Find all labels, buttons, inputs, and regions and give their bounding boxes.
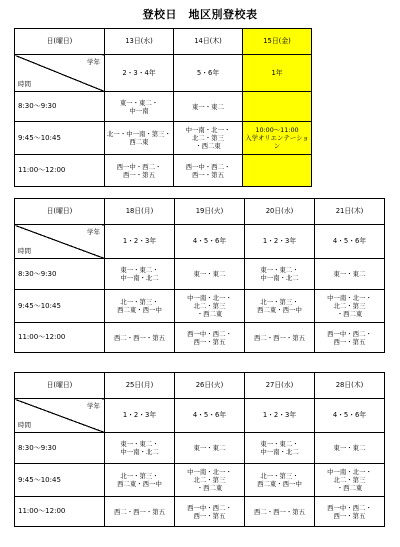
grade-cell: 1・2・3年 bbox=[105, 399, 175, 433]
district-cell: 西二・西一・第五 bbox=[245, 323, 315, 353]
district-cell: 東一・東二・ 中一南・北二 bbox=[105, 259, 175, 290]
district-cell: 東一・東二・ 中一南 bbox=[105, 92, 174, 122]
day-header-label: 日(曜日) bbox=[15, 29, 105, 55]
day-header-label: 日(曜日) bbox=[15, 199, 105, 225]
time-grade-diagonal-header bbox=[15, 399, 105, 433]
district-cell: 東一・東二・ 中一南・北二 bbox=[245, 259, 315, 290]
district-cell: 西一中・西二・ 西一・第五 bbox=[174, 155, 243, 187]
district-cell: 東一・東二・ 中一南・北二 bbox=[105, 433, 175, 464]
table-row bbox=[15, 433, 385, 464]
page-title: 登校日 地区別登校表 bbox=[142, 8, 258, 21]
time-slot-label: 9:45〜10:45 bbox=[15, 464, 105, 497]
day-cell: 25日(月) bbox=[105, 373, 175, 399]
day-header-label: 日(曜日) bbox=[15, 373, 105, 399]
schedule-table-week-3 bbox=[14, 372, 385, 527]
time-slot-label: 8:30〜9:30 bbox=[15, 92, 105, 122]
district-cell: 中一南・北一・ 北二・第三 ・西二東 bbox=[315, 290, 385, 323]
grade-label: 学年 bbox=[87, 402, 100, 410]
district-cell: 西一中・西二・ 西一・第五 bbox=[315, 497, 385, 527]
grade-label: 学年 bbox=[87, 58, 100, 66]
district-cell: 東一・東二 bbox=[315, 259, 385, 290]
grade-cell: 4・5・6年 bbox=[175, 225, 245, 259]
district-cell: 西一中・西二・ 西一・第五 bbox=[175, 323, 245, 353]
time-slot-label: 9:45〜10:45 bbox=[15, 290, 105, 323]
district-cell: 北一・第三・ 西二東・西一中 bbox=[105, 290, 175, 323]
time-label: 時間 bbox=[18, 79, 31, 88]
table-row bbox=[15, 92, 312, 122]
day-cell-highlighted: 15日(金) bbox=[243, 29, 312, 55]
day-cell: 20日(水) bbox=[245, 199, 315, 225]
table-row bbox=[15, 29, 312, 55]
grade-cell: 1・2・3年 bbox=[105, 225, 175, 259]
district-cell-highlighted bbox=[243, 92, 312, 122]
schedule-table-week-1 bbox=[14, 28, 312, 187]
day-cell: 26日(火) bbox=[175, 373, 245, 399]
time-slot-label: 9:45〜10:45 bbox=[15, 122, 105, 155]
table-row bbox=[15, 323, 385, 353]
day-cell: 27日(水) bbox=[245, 373, 315, 399]
grade-cell: 4・5・6年 bbox=[175, 399, 245, 433]
district-cell: 中一南・北一・ 北二・第三 ・西二東 bbox=[175, 464, 245, 497]
district-cell: 西一中・西二・ 西一・第五 bbox=[315, 323, 385, 353]
district-cell: 北一・第三・ 西二東・西一中 bbox=[245, 464, 315, 497]
time-slot-label: 8:30〜9:30 bbox=[15, 259, 105, 290]
day-cell: 18日(月) bbox=[105, 199, 175, 225]
time-slot-label: 11:00〜12:00 bbox=[15, 155, 105, 187]
grade-cell: 5・6年 bbox=[174, 55, 243, 92]
district-cell: 東一・東二・ 中一南・北二 bbox=[245, 433, 315, 464]
district-cell: 北一・第三・ 西二東・西一中 bbox=[105, 464, 175, 497]
table-row bbox=[15, 290, 385, 323]
grade-cell-highlighted: 1年 bbox=[243, 55, 312, 92]
district-cell: 北一・第三・ 西二東・西一中 bbox=[245, 290, 315, 323]
district-cell: 西二・西一・第五 bbox=[105, 323, 175, 353]
table-row bbox=[15, 259, 385, 290]
day-cell: 13日(水) bbox=[105, 29, 174, 55]
table-row bbox=[15, 497, 385, 527]
table-row bbox=[15, 155, 312, 187]
grade-cell: 4・5・6年 bbox=[315, 225, 385, 259]
day-cell: 28日(木) bbox=[315, 373, 385, 399]
table-row bbox=[15, 399, 385, 433]
grade-cell: 1・2・3年 bbox=[245, 399, 315, 433]
table-row bbox=[15, 464, 385, 497]
schedule-table-week-2 bbox=[14, 198, 385, 353]
district-cell: 中一南・北一・ 北二・第三 ・西二東 bbox=[174, 122, 243, 155]
grade-label: 学年 bbox=[87, 228, 100, 236]
table-row bbox=[15, 122, 312, 155]
district-cell: 西二・西一・第五 bbox=[105, 497, 175, 527]
time-slot-label: 11:00〜12:00 bbox=[15, 323, 105, 353]
table-row bbox=[15, 373, 385, 399]
district-cell: 西一中・西二・ 西一・第五 bbox=[175, 497, 245, 527]
grade-cell: 2・3・4年 bbox=[105, 55, 174, 92]
district-cell: 中一南・北一・ 北二・第三 ・西二東 bbox=[175, 290, 245, 323]
time-label: 時間 bbox=[18, 246, 31, 255]
grade-cell: 4・5・6年 bbox=[315, 399, 385, 433]
district-cell: 東一・東二 bbox=[175, 259, 245, 290]
district-cell: 東一・東二 bbox=[315, 433, 385, 464]
time-grade-diagonal-header bbox=[15, 225, 105, 259]
table-row bbox=[15, 55, 312, 92]
district-cell: 西一中・西二・ 西一・第五 bbox=[105, 155, 174, 187]
orientation-cell: 10:00〜11:00 入学オリエンテーション bbox=[243, 122, 312, 155]
time-slot-label: 11:00〜12:00 bbox=[15, 497, 105, 527]
day-cell: 19日(火) bbox=[175, 199, 245, 225]
district-cell: 北一・中一南・第三・ 西二東 bbox=[105, 122, 174, 155]
day-cell: 21日(木) bbox=[315, 199, 385, 225]
time-grade-diagonal-header bbox=[15, 55, 105, 92]
district-cell: 中一南・北一・ 北二・第三 ・西二東 bbox=[315, 464, 385, 497]
district-cell-highlighted bbox=[243, 155, 312, 187]
district-cell: 東一・東二 bbox=[174, 92, 243, 122]
district-cell: 西二・西一・第五 bbox=[245, 497, 315, 527]
grade-cell: 1・2・3年 bbox=[245, 225, 315, 259]
district-cell: 東一・東二 bbox=[175, 433, 245, 464]
day-cell: 14日(木) bbox=[174, 29, 243, 55]
table-row bbox=[15, 225, 385, 259]
time-label: 時間 bbox=[18, 420, 31, 429]
table-row bbox=[15, 199, 385, 225]
time-slot-label: 8:30〜9:30 bbox=[15, 433, 105, 464]
